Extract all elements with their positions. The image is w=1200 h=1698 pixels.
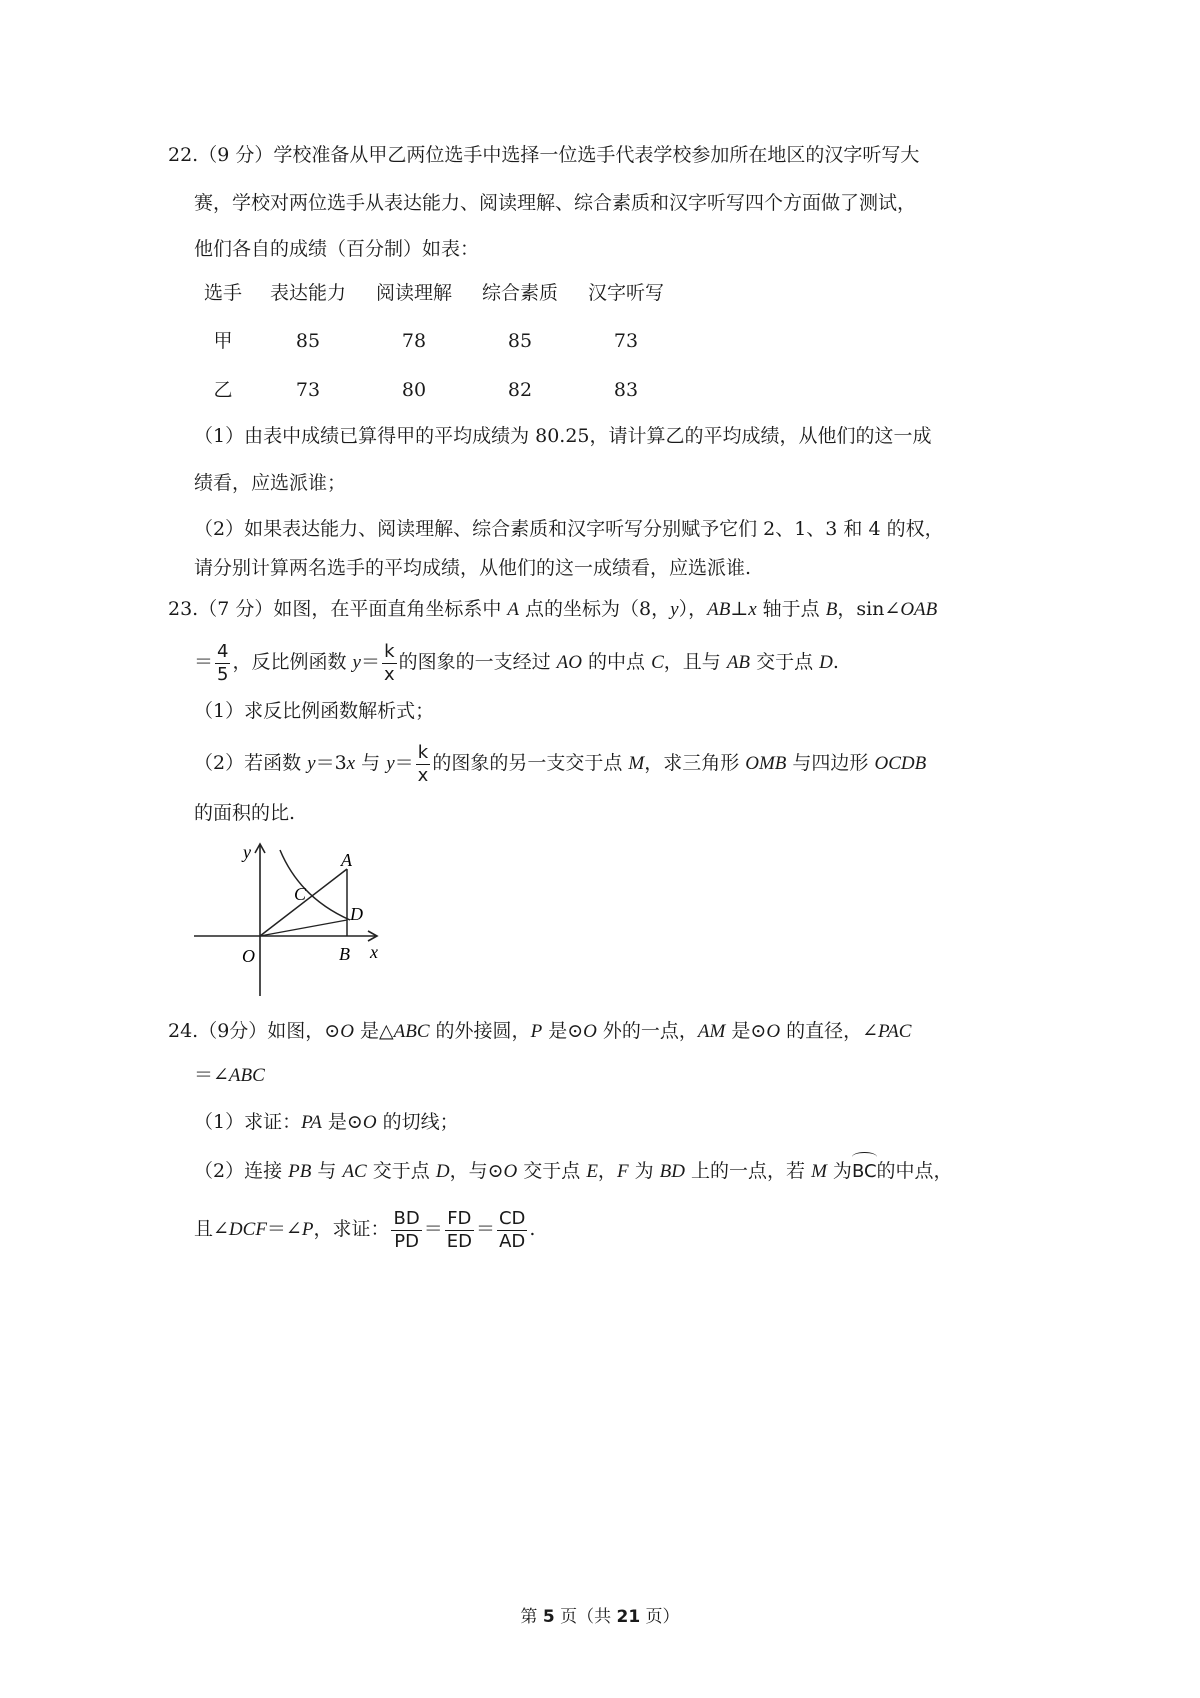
- q23-part2-line2: 的面积的比.: [194, 802, 296, 824]
- q22-part1-line1: （1）由表中成绩已算得甲的平均成绩为 80.25，请计算乙的平均成绩，从他们的这一成: [194, 425, 932, 447]
- total-pages: 21: [616, 1607, 641, 1627]
- table-header-cell: 汉字听写: [587, 282, 664, 304]
- fraction-FD-over-ED: $\frac{FD}{ED}$: [446, 1207, 472, 1252]
- q24-part2-line1: （2）连接 PB 与 AC 交于点 D，与⊙O 交于点 E，F 为 BD 上的一点，若 M 为BC的中点，: [194, 1158, 953, 1185]
- table-header-cell: 表达能力: [269, 282, 346, 304]
- table-cell: 甲: [213, 330, 233, 352]
- table-cell: 82: [507, 379, 533, 401]
- coordinate-figure: [190, 838, 390, 998]
- table-cell: 乙: [213, 379, 233, 401]
- q22-part2-line2: 请分别计算两名选手的平均成绩，从他们的这一成绩看，应选派谁.: [194, 557, 752, 579]
- q24-line1: 24.（9分）如图，⊙O 是△ABC 的外接圆，P 是⊙O 外的一点，AM 是⊙O 的直径，∠PAC: [168, 1020, 912, 1042]
- page-footer: 第 5 页（共 21 页）: [520, 1607, 680, 1627]
- q22-line3: 他们各自的成绩（百分制）如表：: [194, 238, 480, 260]
- fraction-four-fifths: $\frac{4}{5}$: [217, 640, 229, 685]
- q22-line1: 22.（9 分）学校准备从甲乙两位选手中选择一位选手代表学校参加所在地区的汉字听写大: [168, 144, 920, 166]
- fraction-k-over-x: $\frac{k}{x}$: [417, 741, 429, 786]
- label-x: x: [370, 942, 378, 962]
- hyperbola-curve: [280, 850, 350, 920]
- arc-BC: BC: [852, 1159, 877, 1185]
- label-O: O: [242, 946, 255, 966]
- table-cell: 83: [613, 379, 639, 401]
- table-cell: 85: [295, 330, 321, 352]
- fraction-k-over-x: $\frac{k}{x}$: [383, 640, 395, 685]
- q22-part2-line1: （2）如果表达能力、阅读理解、综合素质和汉字听写分别赋予它们 2、1、3 和 4 的权，: [194, 518, 944, 540]
- q23-line2: ＝ $\frac{4}{5}$ ，反比例函数 y＝ $\frac{k}{x}$ 的图象的一支经过 AO 的中点 C，且与 AB 交于点 D.: [194, 640, 839, 685]
- q24-part2-line2: 且∠DCF＝∠P，求证： $\frac{BD}{PD}$ ＝ $\frac{FD}{ED}$ ＝ $\frac{CD}{AD}$ .: [194, 1207, 536, 1252]
- table-cell: 85: [507, 330, 533, 352]
- q23-part1: （1）求反比例函数解析式；: [194, 700, 435, 722]
- label-C: C: [294, 884, 307, 904]
- table-header-cell: 选手: [203, 282, 242, 304]
- fraction-CD-over-AD: $\frac{CD}{AD}$: [498, 1207, 526, 1252]
- label-A: A: [341, 850, 352, 870]
- fraction-BD-over-PD: $\frac{BD}{PD}$: [393, 1207, 420, 1252]
- q23-line1: 23.（7 分）如图，在平面直角坐标系中 A 点的坐标为（8，y），AB⊥x 轴于点 B，sin∠OAB: [168, 598, 938, 620]
- page-number: 5: [542, 1607, 555, 1627]
- q22-part1-line2: 绩看，应选派谁；: [194, 472, 347, 494]
- label-y: y: [243, 842, 251, 862]
- table-cell: 80: [401, 379, 427, 401]
- label-B: B: [339, 944, 350, 964]
- q22-line2: 赛，学校对两位选手从表达能力、阅读理解、综合素质和汉字听写四个方面做了测试，: [194, 192, 917, 214]
- table-cell: 73: [295, 379, 321, 401]
- table-cell: 73: [613, 330, 639, 352]
- label-D: D: [350, 904, 363, 924]
- q24-part1: （1）求证：PA 是⊙O 的切线；: [194, 1111, 459, 1133]
- segment-OD: [260, 920, 347, 936]
- table-header-cell: 阅读理解: [375, 282, 452, 304]
- table-header-cell: 综合素质: [481, 282, 558, 304]
- q23-part2-line1: （2）若函数 y＝3x 与 y＝ $\frac{k}{x}$ 的图象的另一支交于点 M，求三角形 OMB 与四边形 OCDB: [194, 741, 927, 786]
- table-cell: 78: [401, 330, 427, 352]
- q24-line2: ＝∠ABC: [194, 1064, 265, 1086]
